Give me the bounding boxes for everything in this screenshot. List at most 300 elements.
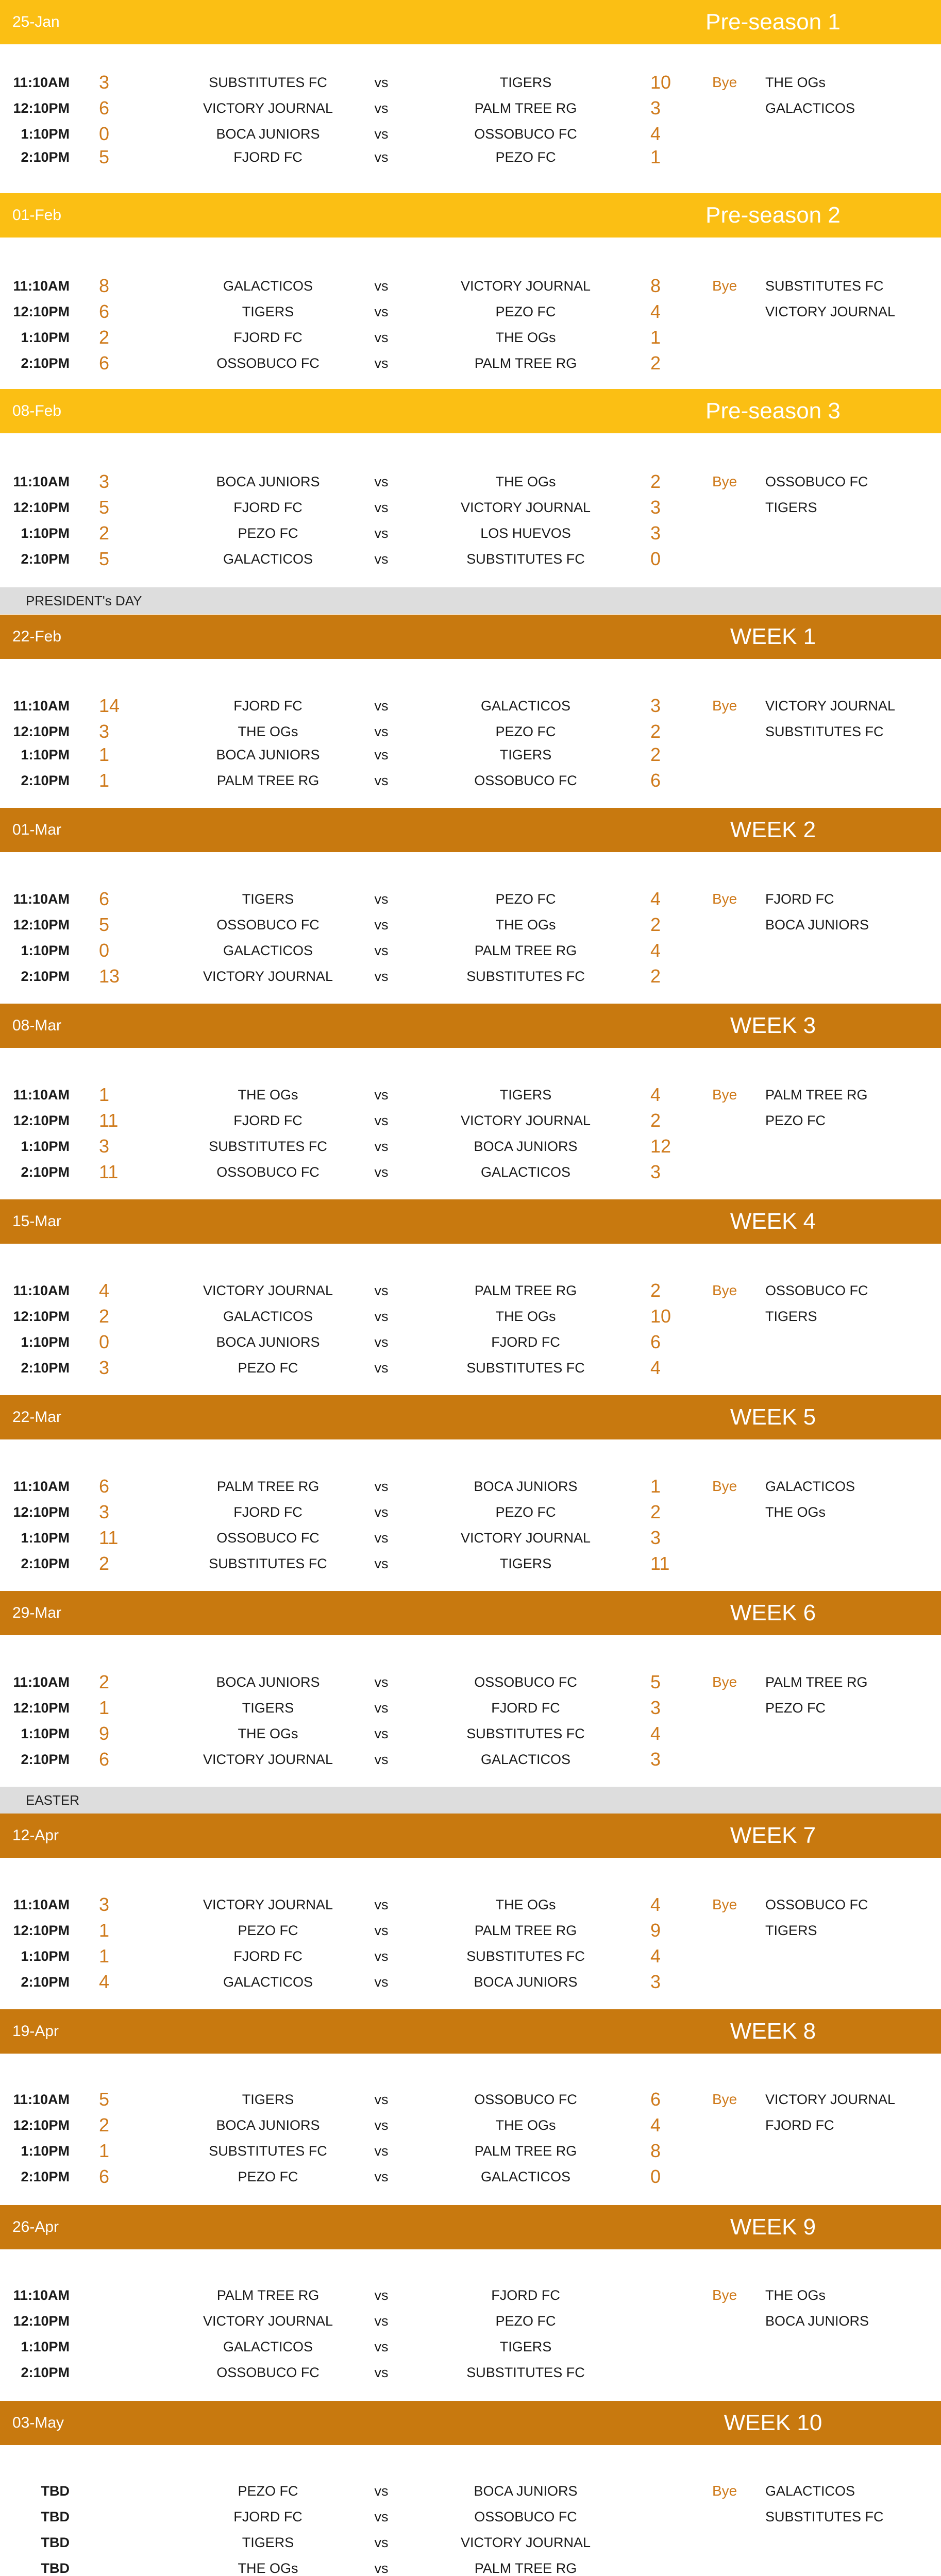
home-score: 3 (99, 471, 110, 492)
away-score: 3 (650, 1527, 661, 1548)
match-row (0, 1473, 941, 1499)
match-row (0, 719, 941, 744)
away-team: GALACTICOS (480, 1164, 571, 1180)
week-date: 08-Mar (12, 1017, 62, 1034)
away-team: PEZO FC (495, 724, 556, 739)
match-row (0, 273, 941, 299)
away-team: TIGERS (499, 1556, 552, 1571)
match-time: 2:10PM (21, 1752, 70, 1767)
week-date: 08-Feb (12, 402, 62, 419)
match-row (0, 1721, 941, 1747)
bye-team: OSSOBUCO FC (765, 1897, 868, 1912)
away-team: THE OGs (495, 1309, 556, 1324)
match-time: 11:10AM (13, 1479, 70, 1494)
home-score: 6 (99, 301, 110, 322)
home-team: FJORD FC (233, 330, 303, 345)
match-time: 1:10PM (21, 1139, 70, 1154)
vs-label: vs (374, 2561, 389, 2576)
away-team: PALM TREE RG (474, 1283, 577, 1298)
week-header (0, 1004, 941, 1048)
match-row (0, 1133, 941, 1159)
away-team: TIGERS (499, 1087, 552, 1103)
match-time: 2:10PM (21, 1556, 70, 1571)
away-team: GALACTICOS (480, 698, 571, 714)
home-team: THE OGs (238, 1087, 298, 1103)
away-team: GALACTICOS (480, 2169, 571, 2184)
away-team: VICTORY JOURNAL (460, 500, 591, 515)
vs-label: vs (374, 474, 389, 489)
holiday-label: PRESIDENT's DAY (26, 593, 142, 608)
vs-label: vs (374, 698, 389, 714)
match-row (0, 1278, 941, 1303)
match-row (0, 1525, 941, 1551)
week-date: 12-Apr (12, 1827, 59, 1844)
match-time: 11:10AM (13, 2287, 70, 2303)
week-title: WEEK 2 (730, 817, 816, 842)
away-score: 1 (650, 1476, 661, 1497)
home-team: OSSOBUCO FC (216, 2365, 320, 2380)
away-score: 2 (650, 965, 661, 987)
match-row (0, 2530, 941, 2555)
home-score: 9 (99, 1723, 110, 1744)
home-score: 11 (99, 1527, 119, 1548)
week-header (0, 2009, 941, 2054)
week-header (0, 808, 941, 852)
home-team: VICTORY JOURNAL (203, 1283, 333, 1298)
vs-label: vs (374, 1164, 389, 1180)
away-team: SUBSTITUTES FC (466, 2365, 585, 2380)
match-row (0, 1159, 941, 1185)
bye-label: Bye (712, 2483, 737, 2499)
away-score: 4 (650, 1723, 661, 1744)
away-team: GALACTICOS (480, 1752, 571, 1767)
vs-label: vs (374, 943, 389, 958)
match-time: TBD (41, 2535, 70, 2550)
bye-team: GALACTICOS (765, 2483, 855, 2499)
match-time: 11:10AM (13, 1087, 70, 1103)
match-row (0, 2282, 941, 2308)
away-team: FJORD FC (491, 2287, 560, 2303)
week-title: Pre-season 1 (705, 9, 841, 35)
bye-team: SUBSTITUTES FC (765, 2509, 884, 2524)
away-team: SUBSTITUTES FC (466, 551, 585, 567)
bye-label: Bye (712, 2091, 737, 2107)
bye-team: FJORD FC (765, 891, 834, 907)
match-row (0, 2308, 941, 2334)
home-score: 6 (99, 2166, 110, 2187)
bye-team: VICTORY JOURNAL (765, 698, 896, 714)
home-score: 1 (99, 2140, 110, 2161)
home-team: FJORD FC (233, 698, 303, 714)
bye-team: PALM TREE RG (765, 1674, 868, 1690)
vs-label: vs (374, 1923, 389, 1938)
match-row (0, 1082, 941, 1108)
week-header (0, 2401, 941, 2445)
away-team: VICTORY JOURNAL (460, 278, 591, 294)
home-team: VICTORY JOURNAL (203, 1897, 333, 1912)
home-score: 1 (99, 1084, 110, 1105)
away-team: SUBSTITUTES FC (466, 969, 585, 984)
match-time: 1:10PM (21, 1948, 70, 1964)
vs-label: vs (374, 1674, 389, 1690)
away-score: 4 (650, 1084, 661, 1105)
vs-label: vs (374, 1752, 389, 1767)
match-row (0, 1355, 941, 1381)
away-team: VICTORY JOURNAL (460, 1530, 591, 1546)
home-team: BOCA JUNIORS (216, 126, 320, 142)
away-team: TIGERS (499, 2339, 552, 2354)
home-team: THE OGs (238, 2561, 298, 2576)
away-team: PEZO FC (495, 2313, 556, 2329)
away-score: 3 (650, 522, 661, 544)
match-time: 12:10PM (13, 1700, 70, 1716)
away-score: 4 (650, 2114, 661, 2136)
home-team: GALACTICOS (223, 2339, 313, 2354)
away-score: 3 (650, 1697, 661, 1718)
vs-label: vs (374, 1309, 389, 1324)
match-row (0, 2164, 941, 2190)
week-header (0, 1395, 941, 1439)
vs-label: vs (374, 355, 389, 371)
bye-label: Bye (712, 473, 737, 489)
bye-team: VICTORY JOURNAL (765, 304, 896, 319)
home-score: 6 (99, 888, 110, 909)
bye-team: PEZO FC (765, 1700, 826, 1716)
vs-label: vs (374, 2143, 389, 2159)
vs-label: vs (374, 2117, 389, 2133)
match-time: 2:10PM (21, 1164, 70, 1180)
away-team: BOCA JUNIORS (474, 1139, 578, 1154)
bye-team: TIGERS (765, 1923, 817, 1938)
home-team: FJORD FC (233, 1113, 303, 1128)
away-score: 5 (650, 1671, 661, 1692)
away-team: PEZO FC (495, 149, 556, 165)
match-row (0, 1943, 941, 1969)
week-title: WEEK 10 (724, 2410, 822, 2435)
home-team: OSSOBUCO FC (216, 1530, 320, 1546)
match-row (0, 1969, 941, 1995)
vs-label: vs (374, 724, 389, 739)
home-team: VICTORY JOURNAL (203, 969, 333, 984)
match-row (0, 886, 941, 912)
away-score: 1 (650, 146, 661, 167)
match-time: 11:10AM (13, 1897, 70, 1912)
home-team: THE OGs (238, 724, 298, 739)
home-score: 1 (99, 744, 110, 765)
vs-label: vs (374, 1113, 389, 1128)
match-time: 11:10AM (13, 278, 70, 294)
match-time: TBD (41, 2561, 70, 2576)
bye-team: THE OGs (765, 1504, 826, 1520)
vs-label: vs (374, 500, 389, 515)
vs-label: vs (374, 1948, 389, 1964)
vs-label: vs (374, 969, 389, 984)
bye-team: OSSOBUCO FC (765, 1283, 868, 1298)
match-time: 12:10PM (13, 724, 70, 739)
week-title: Pre-season 3 (705, 398, 841, 423)
home-score: 8 (99, 275, 110, 296)
home-team: PEZO FC (238, 2483, 298, 2499)
home-score: 3 (99, 1894, 110, 1915)
match-time: 12:10PM (13, 100, 70, 116)
away-team: OSSOBUCO FC (474, 2092, 577, 2107)
home-score: 4 (99, 1280, 110, 1301)
away-team: OSSOBUCO FC (474, 1674, 577, 1690)
week-title: Pre-season 2 (705, 202, 841, 228)
away-score: 2 (650, 744, 661, 765)
away-team: PALM TREE RG (474, 1923, 577, 1938)
match-row (0, 1499, 941, 1525)
bye-team: TIGERS (765, 1309, 817, 1324)
home-score: 2 (99, 1553, 110, 1574)
match-time: 12:10PM (13, 917, 70, 933)
match-time: 2:10PM (21, 2169, 70, 2184)
vs-label: vs (374, 1479, 389, 1494)
vs-label: vs (374, 917, 389, 933)
holiday-label: EASTER (26, 1792, 80, 1808)
week-header (0, 1199, 941, 1244)
match-time: 1:10PM (21, 747, 70, 762)
match-row (0, 95, 941, 121)
home-score: 5 (99, 2089, 110, 2110)
home-team: TIGERS (242, 304, 294, 319)
match-row (0, 1108, 941, 1133)
vs-label: vs (374, 1283, 389, 1298)
home-score: 0 (99, 123, 110, 144)
match-row (0, 693, 941, 719)
match-row (0, 520, 941, 546)
away-team: BOCA JUNIORS (474, 1479, 578, 1494)
home-score: 2 (99, 1306, 110, 1327)
week-date: 15-Mar (12, 1213, 62, 1230)
week-header (0, 2205, 941, 2249)
match-row (0, 325, 941, 350)
holiday-banner (0, 1787, 941, 1814)
week-date: 26-Apr (12, 2218, 59, 2235)
week-title: WEEK 1 (730, 624, 816, 649)
away-team: FJORD FC (491, 1334, 560, 1350)
match-row (0, 2555, 941, 2576)
home-team: VICTORY JOURNAL (203, 2313, 333, 2329)
home-score: 5 (99, 548, 110, 569)
match-row (0, 144, 941, 170)
away-team: SUBSTITUTES FC (466, 1948, 585, 1964)
vs-label: vs (374, 891, 389, 907)
away-team: OSSOBUCO FC (474, 126, 577, 142)
match-time: 12:10PM (13, 1309, 70, 1324)
match-time: 2:10PM (21, 773, 70, 788)
home-team: SUBSTITUTES FC (209, 1556, 327, 1571)
vs-label: vs (374, 2287, 389, 2303)
match-time: 11:10AM (13, 75, 70, 90)
vs-label: vs (374, 2339, 389, 2354)
vs-label: vs (374, 1360, 389, 1376)
bye-team: PALM TREE RG (765, 1087, 868, 1103)
away-score: 3 (650, 97, 661, 118)
away-score: 6 (650, 1331, 661, 1352)
away-score: 0 (650, 2166, 661, 2187)
match-row (0, 912, 941, 938)
home-team: PALM TREE RG (216, 773, 320, 788)
away-score: 1 (650, 327, 661, 348)
away-team: SUBSTITUTES FC (466, 1726, 585, 1741)
holiday-banner (0, 587, 941, 614)
week-header (0, 615, 941, 659)
away-score: 2 (650, 1110, 661, 1131)
away-team: FJORD FC (491, 1700, 560, 1716)
match-time: 11:10AM (13, 2092, 70, 2107)
home-team: PEZO FC (238, 2169, 298, 2184)
home-team: FJORD FC (233, 149, 303, 165)
bye-team: GALACTICOS (765, 1479, 855, 1494)
home-score: 5 (99, 146, 110, 167)
home-score: 2 (99, 1671, 110, 1692)
home-score: 5 (99, 497, 110, 518)
match-row (0, 70, 941, 95)
match-row (0, 2478, 941, 2504)
away-team: THE OGs (495, 330, 556, 345)
away-team: PEZO FC (495, 891, 556, 907)
home-score: 1 (99, 1697, 110, 1718)
bye-team: BOCA JUNIORS (765, 2313, 869, 2329)
bye-team: TIGERS (765, 500, 817, 515)
match-time: 12:10PM (13, 500, 70, 515)
week-date: 22-Mar (12, 1409, 62, 1426)
home-score: 2 (99, 2114, 110, 2136)
vs-label: vs (374, 149, 389, 165)
week-header (0, 1591, 941, 1635)
away-team: VICTORY JOURNAL (460, 1113, 591, 1128)
home-team: BOCA JUNIORS (216, 1334, 320, 1350)
home-team: PALM TREE RG (216, 1479, 320, 1494)
match-time: 2:10PM (21, 969, 70, 984)
match-time: 12:10PM (13, 1504, 70, 1520)
match-time: 2:10PM (21, 1974, 70, 1990)
home-team: PALM TREE RG (216, 2287, 320, 2303)
bye-label: Bye (712, 2287, 737, 2303)
away-team: PALM TREE RG (474, 2143, 577, 2159)
home-team: FJORD FC (233, 1948, 303, 1964)
away-score: 2 (650, 352, 661, 374)
week-header (0, 389, 941, 433)
match-time: 12:10PM (13, 2117, 70, 2133)
home-team: GALACTICOS (223, 1974, 313, 1990)
away-team: PALM TREE RG (474, 2561, 577, 2576)
away-team: THE OGs (495, 2117, 556, 2133)
bye-team: SUBSTITUTES FC (765, 724, 884, 739)
home-score: 13 (99, 965, 120, 987)
home-team: TIGERS (242, 2092, 294, 2107)
vs-label: vs (374, 773, 389, 788)
week-title: WEEK 8 (730, 2019, 816, 2044)
away-score: 10 (650, 72, 671, 93)
away-score: 2 (650, 721, 661, 742)
week-date: 01-Feb (12, 207, 62, 224)
vs-label: vs (374, 100, 389, 116)
home-score: 11 (99, 1110, 119, 1131)
vs-label: vs (374, 2365, 389, 2380)
home-team: OSSOBUCO FC (216, 1164, 320, 1180)
home-score: 3 (99, 1357, 110, 1378)
match-row (0, 2138, 941, 2164)
vs-label: vs (374, 1726, 389, 1741)
week-date: 29-Mar (12, 1604, 62, 1621)
bye-label: Bye (712, 1282, 737, 1298)
match-time: 11:10AM (13, 891, 70, 907)
away-score: 6 (650, 770, 661, 791)
away-score: 11 (650, 1553, 670, 1574)
vs-label: vs (374, 1700, 389, 1716)
match-row (0, 1329, 941, 1355)
vs-label: vs (374, 1556, 389, 1571)
away-team: PEZO FC (495, 304, 556, 319)
match-row (0, 299, 941, 325)
home-team: SUBSTITUTES FC (209, 1139, 327, 1154)
match-time: 12:10PM (13, 304, 70, 319)
home-team: TIGERS (242, 2535, 294, 2550)
week-title: WEEK 4 (730, 1209, 816, 1234)
vs-label: vs (374, 2509, 389, 2524)
match-row (0, 1747, 941, 1772)
bye-team: THE OGs (765, 75, 826, 90)
home-score: 1 (99, 1945, 110, 1967)
away-team: PEZO FC (495, 1504, 556, 1520)
home-team: OSSOBUCO FC (216, 917, 320, 933)
match-row (0, 1303, 941, 1329)
bye-label: Bye (712, 1896, 737, 1912)
vs-label: vs (374, 2169, 389, 2184)
vs-label: vs (374, 1974, 389, 1990)
away-score: 4 (650, 1894, 661, 1915)
week-title: WEEK 3 (730, 1013, 816, 1038)
vs-label: vs (374, 1139, 389, 1154)
week-title: WEEK 9 (730, 2214, 816, 2240)
home-score: 1 (99, 1920, 110, 1941)
vs-label: vs (374, 526, 389, 541)
match-row (0, 1918, 941, 1943)
bye-label: Bye (712, 278, 737, 294)
match-row (0, 742, 941, 768)
vs-label: vs (374, 330, 389, 345)
bye-label: Bye (712, 1674, 737, 1690)
away-team: THE OGs (495, 1897, 556, 1912)
away-team: BOCA JUNIORS (474, 2483, 578, 2499)
week-header (0, 0, 941, 44)
away-score: 2 (650, 471, 661, 492)
home-score: 0 (99, 1331, 110, 1352)
match-time: 1:10PM (21, 126, 70, 142)
away-score: 4 (650, 123, 661, 144)
match-time: 1:10PM (21, 1530, 70, 1546)
week-date: 25-Jan (12, 13, 60, 30)
home-score: 2 (99, 522, 110, 544)
match-row (0, 963, 941, 989)
week-date: 19-Apr (12, 2023, 59, 2040)
away-score: 3 (650, 695, 661, 716)
match-time: 11:10AM (13, 1283, 70, 1298)
match-row (0, 350, 941, 376)
away-score: 8 (650, 275, 661, 296)
home-score: 0 (99, 940, 110, 961)
match-time: 2:10PM (21, 2365, 70, 2380)
home-score: 6 (99, 1749, 110, 1770)
home-score: 11 (99, 1161, 119, 1182)
match-row (0, 2360, 941, 2385)
week-date: 01-Mar (12, 821, 62, 838)
home-score: 3 (99, 1501, 110, 1522)
home-team: VICTORY JOURNAL (203, 100, 333, 116)
match-row (0, 2112, 941, 2138)
